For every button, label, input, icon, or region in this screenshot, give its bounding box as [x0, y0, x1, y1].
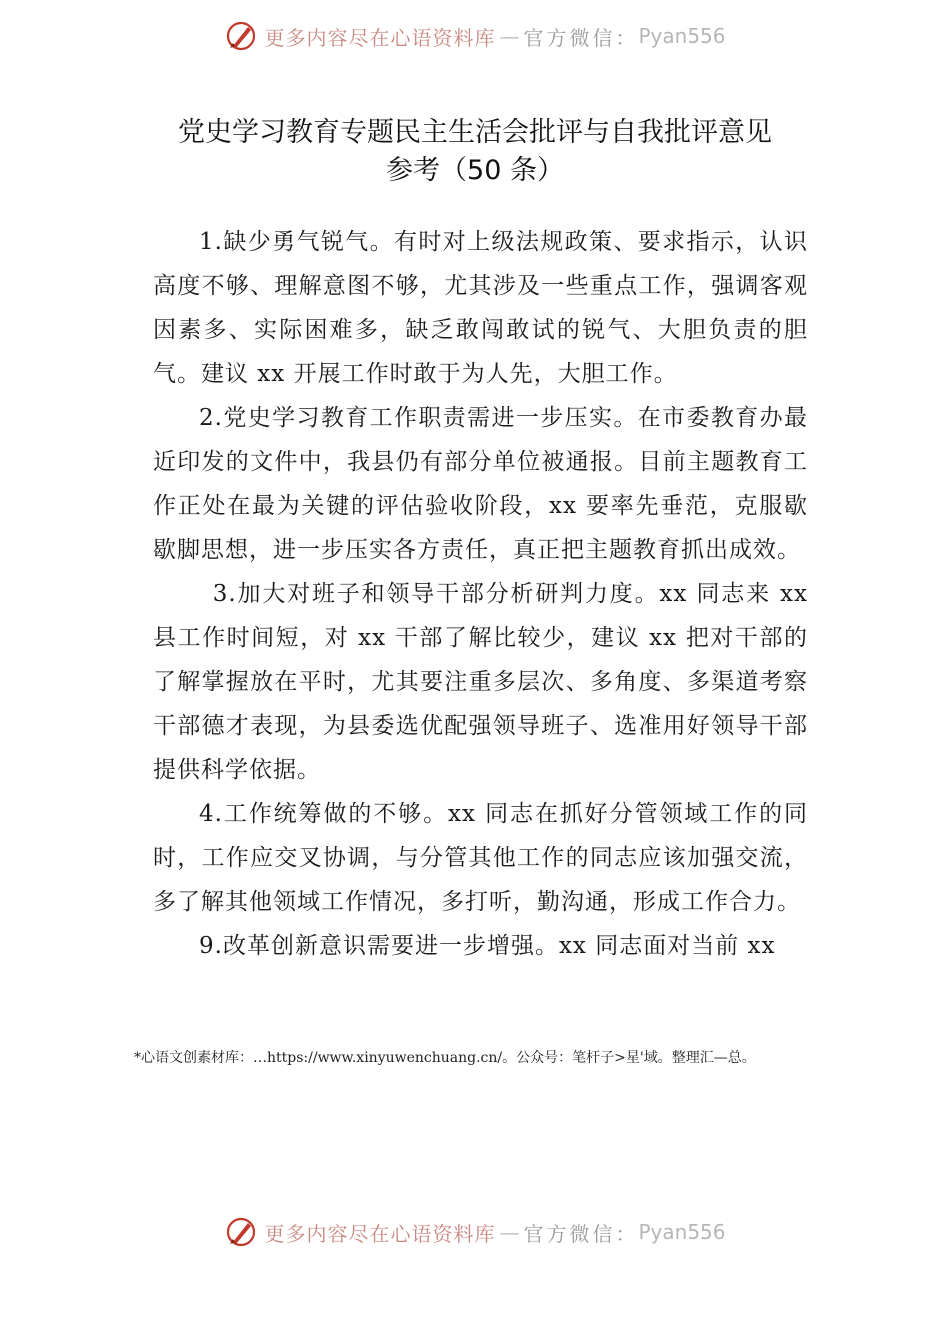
banner-official-label: 官方微信： — [523, 1221, 639, 1246]
paragraph-1: 1.缺少勇气锐气。有时对上级法规政策、要求指示，认识高度不够、理解意图不够，尤其涉及一些重点工作，强调客观因素多、实际困难多，缺乏敢闯敢试的锐气、大胆负责的胆气。建议 xx 开展工作时敢于为人先，大胆工作。 — [153, 229, 808, 387]
title-line-1: 党史学习教育专题民主生活会批评与自我批评意见 — [178, 117, 772, 148]
document-body — [153, 220, 808, 968]
header-banner — [0, 14, 950, 58]
paragraph-4: 4.工作统筹做的不够。xx 同志在抓好分管领域工作的同时，工作应交叉协调，与分管其他工作的同志应该加强交流，多了解其他领域工作情况，多打听，勤沟通，形成工作合力。 — [153, 801, 808, 915]
banner-official-label: 官方微信： — [523, 25, 639, 50]
pen-circle-logo-icon — [224, 1215, 258, 1249]
banner-text: 更多内容尽在心语资料库 — [264, 1221, 496, 1246]
banner-separator: — — [499, 24, 520, 48]
banner-wechat-id: Pyan556 — [638, 24, 726, 48]
footer-banner — [0, 1210, 950, 1254]
document-title — [80, 114, 870, 190]
paragraph-3: 3.加大对班子和领导干部分析研判力度。xx 同志来 xx 县工作时间短，对 xx 干部了解比较少，建议 xx 把对干部的了解掌握放在平时，尤其要注重多层次、多角度、多渠道考察干部德才表现，为县委选优配强领导班子、选准用好领导干部提供科学依据。 — [153, 581, 808, 783]
banner-text: 更多内容尽在心语资料库 — [264, 25, 496, 50]
paragraph-2: 2.党史学习教育工作职责需进一步压实。在市委教育办最近印发的文件中，我县仍有部分单位被通报。目前主题教育工作正处在最为关键的评估验收阶段，xx 要率先垂范，克服歇歇脚思想，进一步压实各方责任，真正把主题教育抓出成效。 — [153, 405, 808, 563]
banner-separator: — — [499, 1220, 520, 1244]
source-footnote: *心语文创素材库：…https://www.xinyuwenchuang.cn/。公众号：笔杆子>星'域。整理汇—总。 — [134, 1050, 756, 1066]
banner-wechat-id: Pyan556 — [638, 1220, 726, 1244]
pen-circle-logo-icon — [224, 19, 258, 53]
title-line-2: 参考（50 条） — [386, 155, 564, 186]
paragraph-9: 9.改革创新意识需要进一步增强。xx 同志面对当前 xx — [199, 933, 776, 959]
